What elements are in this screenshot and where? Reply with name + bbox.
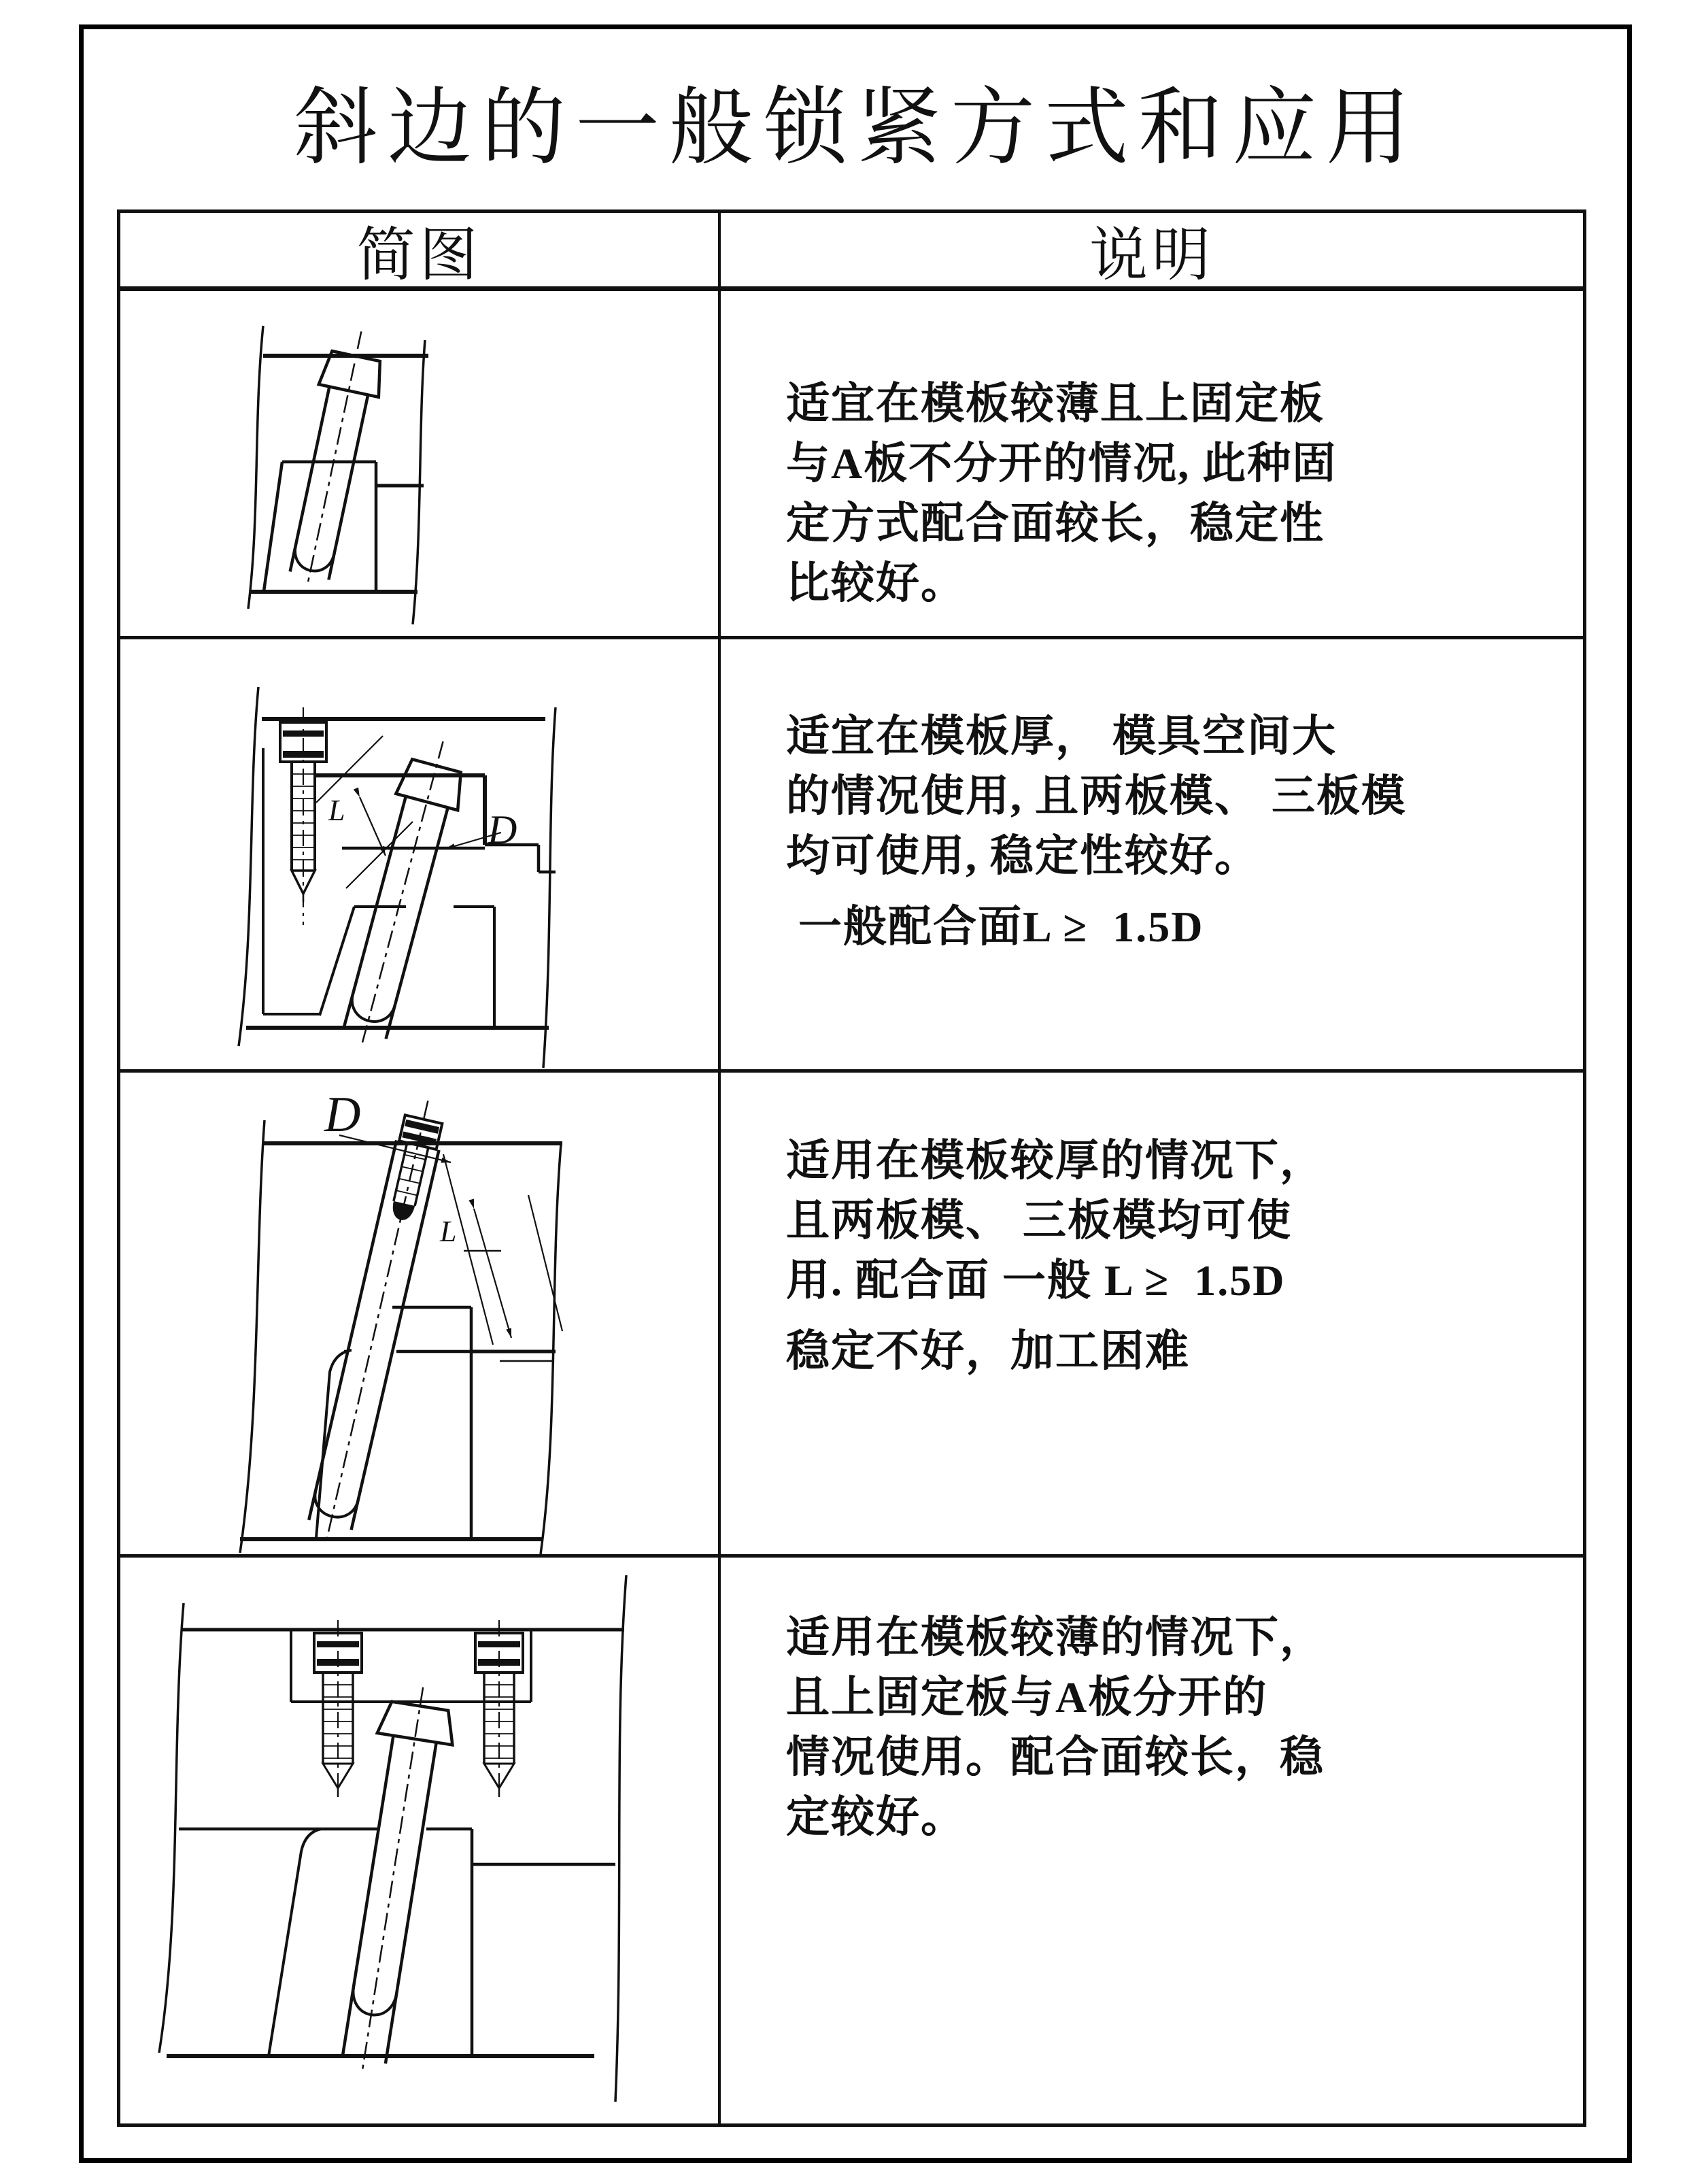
dim-label-l: L	[440, 1215, 457, 1248]
row3-description-cell	[721, 1073, 1583, 1558]
row1-diagram-cell	[120, 291, 721, 639]
break-line-left	[240, 1120, 265, 1553]
angled-lifter-pin	[277, 325, 391, 590]
diagram-lifter-through-plate	[120, 291, 718, 636]
description-line: 比较好。	[786, 559, 966, 607]
description-line: 适宜在模板较薄且上固定板	[786, 380, 1325, 428]
dim-extension-line	[346, 822, 413, 888]
row4-diagram-cell	[120, 1558, 721, 2123]
lock-methods-table	[117, 209, 1586, 2127]
page-title: 斜边的一般锁紧方式和应用	[293, 82, 1420, 175]
description-line: 定方式配合面较长，稳定性	[786, 499, 1325, 548]
description-line: 的情况使用, 且两板模、 三板模	[786, 772, 1406, 820]
socket-head-cap-screw	[280, 707, 326, 925]
row4-description-cell	[721, 1558, 1583, 2123]
angled-lifter-pin	[330, 733, 474, 1055]
row2-description	[721, 639, 1583, 1069]
row3-diagram-cell	[120, 1073, 721, 1558]
description-line: 且上固定板与A板分开的	[786, 1673, 1268, 1721]
description-line: 定较好。	[786, 1793, 966, 1841]
header-cell-diagram	[120, 213, 721, 291]
dim-label-d: D	[324, 1087, 361, 1143]
pin-centerline	[361, 741, 443, 1046]
dim-label-d: D	[488, 807, 517, 852]
description-line: 一般配合面L ≥ 1.5D	[786, 903, 1204, 951]
description-line: 适用在模板较厚的情况下，	[786, 1137, 1325, 1185]
row4-description	[721, 1558, 1583, 2123]
parting-step	[472, 1829, 615, 2056]
diagram-lifter-with-side-screw	[120, 639, 718, 1069]
break-line-left	[248, 326, 263, 609]
pin-bore-walls	[343, 1736, 437, 2064]
row3-description	[721, 1073, 1583, 1554]
screw-threads	[292, 774, 315, 860]
diagram-lifter-counterbored-screw	[120, 1073, 718, 1554]
description-line: 用. 配合面 一般 L ≥ 1.5D	[786, 1256, 1286, 1305]
angled-lifter-pin	[324, 1681, 461, 2079]
header-label-description: 说明	[1089, 222, 1214, 288]
dim-label-l: L	[328, 794, 345, 827]
socket-head-cap-screw-right	[475, 1620, 523, 1797]
row1-description-cell	[721, 291, 1583, 639]
angled-screw-in-bore	[306, 1096, 449, 1543]
core-block	[320, 907, 494, 1026]
description-line: 稳定不好，加工困难	[786, 1327, 1190, 1375]
break-line-right	[541, 1144, 561, 1554]
dim-arrow-line	[474, 1209, 511, 1338]
pin-bore-walls	[344, 796, 448, 1039]
description-line: 均可使用, 稳定性较好。	[786, 832, 1259, 880]
description-line: 情况使用。配合面较长，稳	[786, 1733, 1325, 1781]
centerline	[327, 1101, 428, 1538]
description-line: 适宜在模板厚， 模具空间大	[786, 712, 1337, 760]
socket-head-cap-screw-left	[314, 1620, 362, 1797]
core-block-slant-edge	[269, 1829, 321, 2056]
row2-diagram-cell	[120, 639, 721, 1073]
insert-right-edge	[392, 1307, 471, 1351]
break-line-right	[615, 1575, 626, 2102]
diagram-lifter-two-screws-separate-plate	[120, 1558, 718, 2122]
description-line: 且两板模、 三板模均可使	[786, 1196, 1292, 1245]
row2-description-cell	[721, 639, 1583, 1073]
description-line: 适用在模板较薄的情况下，	[786, 1613, 1325, 1662]
break-line-left	[239, 687, 258, 1046]
break-line-right	[543, 707, 556, 1068]
header-cell-description	[721, 213, 1583, 291]
break-line-right	[413, 340, 425, 624]
header-label-diagram: 简图	[356, 222, 482, 288]
description-line: 与A板不分开的情况, 此种固	[786, 439, 1337, 488]
row1-description	[721, 291, 1583, 636]
